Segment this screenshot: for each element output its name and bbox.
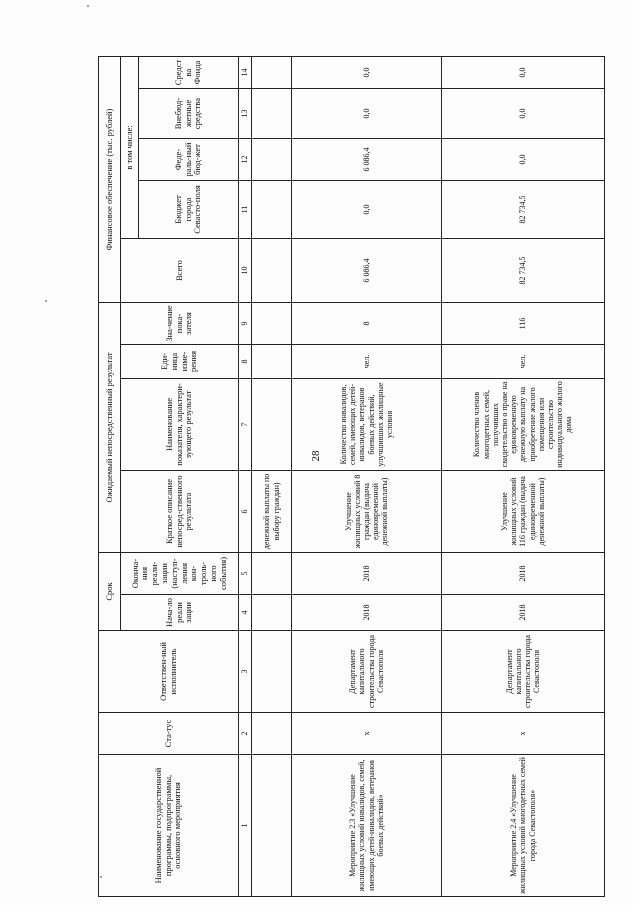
header-term-start: Нача-ло реали зации <box>121 595 239 631</box>
header-value: Зна-чение пока-зателя <box>121 303 239 345</box>
scan-speck <box>45 300 47 302</box>
row-unit: чел. <box>442 345 605 379</box>
row-short-desc: Улучшение жилищных условий 116 граждан (выдача единовременной денежной выплаты) <box>442 471 605 553</box>
header-federal-budget: Феде-раль-ный бюд-жет <box>139 139 239 181</box>
column-number: 7 <box>239 379 252 471</box>
program-table <box>98 56 605 897</box>
row-status: х <box>292 713 442 755</box>
rotated-table-wrapper <box>98 57 603 897</box>
header-including: в том числе: <box>121 56 139 238</box>
header-finance: Финансовое обеспечение (тыс. рублей) <box>99 56 121 302</box>
column-number: 2 <box>239 713 252 755</box>
scan-speck <box>100 876 102 878</box>
row-end: 2018 <box>442 553 605 595</box>
carryover-text: денежной выплаты по выбору граждан) <box>252 471 292 553</box>
header-status: Ста-тус <box>99 713 239 755</box>
header-extra-budget: Внебюд-жетные средства <box>139 89 239 139</box>
row-extra-budget: 0,0 <box>442 89 605 139</box>
row-status: х <box>442 713 605 755</box>
row-executor: Департамент капитального строительства города Севастополя <box>292 631 442 713</box>
column-number: 4 <box>239 595 252 631</box>
header-city-budget: Бюджет города Севасто-поля <box>139 181 239 239</box>
row-end: 2018 <box>292 553 442 595</box>
row-extra-budget: 0,0 <box>292 89 442 139</box>
row-unit: чел. <box>292 345 442 379</box>
header-expected-result: Ожидаемый непосредственный результат <box>99 303 121 553</box>
header-total: Всего <box>121 239 239 303</box>
column-number: 6 <box>239 471 252 553</box>
row-federal-budget: 0,0 <box>442 139 605 181</box>
row-start: 2018 <box>442 595 605 631</box>
scan-speck <box>87 5 89 7</box>
column-number: 13 <box>239 89 252 139</box>
row-fund: 0,0 <box>442 56 605 88</box>
row-federal-budget: 6 086,4 <box>292 139 442 181</box>
row-city-budget: 0,0 <box>292 181 442 239</box>
header-term: Срок <box>99 553 121 631</box>
column-number: 11 <box>239 181 252 239</box>
row-fund: 0,0 <box>292 56 442 88</box>
column-number: 10 <box>239 239 252 303</box>
header-term-end: Оконча-ния реали-зации (наступ-ления кон-троль-ного события) <box>121 553 239 595</box>
row-total: 82 734,5 <box>442 239 605 303</box>
row-name: Мероприятие 2.4 «Улучшение жилищных условий многодетных семей города Севастополя» <box>442 755 605 897</box>
header-fund: Средства Фонда <box>139 56 239 88</box>
row-value: 8 <box>292 303 442 345</box>
row-indicator: Количество инвалидов, семей, имеющих детей-инвалидов, ветеранов боевых действий, улучшивших жилищные условия <box>292 379 442 471</box>
table-row <box>292 56 442 896</box>
header-name: Наименование государственной программы, подпрограммы, основного мероприятия <box>99 755 239 897</box>
header-unit: Еди-ница изме-рения <box>121 345 239 379</box>
page-number: 28 <box>310 450 322 462</box>
header-executor: Ответствен-ный исполнитель <box>99 631 239 713</box>
header-indicator-name: Наименование показателя, характери-зующего результат <box>121 379 239 471</box>
column-number: 12 <box>239 139 252 181</box>
column-number: 3 <box>239 631 252 713</box>
column-number: 1 <box>239 755 252 897</box>
row-indicator: Количество членов многодетных семей, получивших свидетельство о праве на единовременную денежную выплату на приобретение жилого помещения или строительство индивидуального жилого дома <box>442 379 605 471</box>
table-row <box>442 56 605 896</box>
row-executor: Департамент капитального строительства города Севастополя <box>442 631 605 713</box>
header-short-desc: Краткое описание непосред-ственного результата <box>121 471 239 553</box>
row-total: 6 086,4 <box>292 239 442 303</box>
column-number: 14 <box>239 56 252 88</box>
row-start: 2018 <box>292 595 442 631</box>
column-number: 9 <box>239 303 252 345</box>
row-city-budget: 82 734,5 <box>442 181 605 239</box>
row-name: Мероприятие 2.3 «Улучшение жилищных условий инвалидов, семей, имеющих детей-инвалидов, ветеранов боевых действий» <box>292 755 442 897</box>
carryover-row <box>252 56 292 896</box>
row-short-desc: Улучшение жилищных условий 8 граждан (выдача единовременной денежной выплаты) <box>292 471 442 553</box>
column-number: 5 <box>239 553 252 595</box>
column-number-row <box>239 56 252 896</box>
row-value: 116 <box>442 303 605 345</box>
column-number: 8 <box>239 345 252 379</box>
